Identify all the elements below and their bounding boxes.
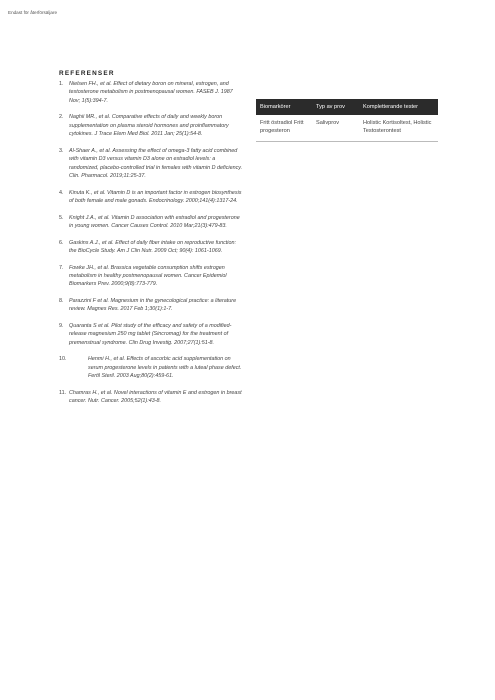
reference-item (59, 214, 244, 231)
reference-number: 10. (59, 356, 67, 363)
reference-text: Naghii MR., et al. Comparative effects of daily and weekly boron supplementation on plasma steroid hormones and proinflammatory cytokines. J Trace Elem Med Biol. 2011 Jan; 25(1):54-8. (69, 114, 229, 138)
table-row (256, 115, 438, 142)
reference-text: Kinuta K., et al. Vitamin D is an important factor in estrogen biosynthesis of both female and male gonads. Endocrinology. 2000;141(4):1317-24. (69, 189, 242, 205)
reference-number: 6. (59, 239, 64, 246)
reference-item (59, 239, 244, 256)
reference-text: Chamras H., et al. Novel interactions of vitamin E and estrogen in breast cancer. Nutr. Cancer. 2005;52(1):43-8. (69, 389, 242, 405)
references-section (59, 70, 244, 414)
reference-number: 9. (59, 323, 64, 330)
reference-item (59, 147, 244, 181)
reference-item (59, 389, 244, 406)
reference-text: Parazzini F et al. Magnesium in the gynecological practice: a literature review. Magnes Res. 2017 Feb 1;30(1):1-7. (69, 298, 237, 313)
reference-number: 3. (59, 147, 64, 154)
reference-text: Knight J.A., et al. Vitamin D association with estradiol and progesterone in young women. Cancer Causes Control. 2010 Mar;21(3):479-83. (69, 214, 240, 230)
reference-text: Nielsen FH., et al. Effect of dietary boron on mineral, estrogen, and testosterone metabolism in postmenopausal women. FASEB J. 1987 Nov; 1(5):394-7. (69, 81, 233, 104)
reference-item (59, 322, 244, 347)
column-header-sample-type: Typ av prov (312, 99, 359, 115)
reference-item (59, 297, 244, 314)
table-cell-biomarkers: Fritt östradiol Fritt progesteron (260, 120, 304, 134)
reference-text: Henmi H., et al. Effects of ascorbic acid supplementation on serum progesterone levels in patients with a luteal phase defect. Fertil Steril. 2003 Aug;80(2):459-61. (88, 356, 242, 380)
table-header-row (256, 99, 438, 115)
reference-number: 11. (59, 389, 67, 396)
reference-text: Gaskins A.J., et al. Effect of daily fiber intake on reproductive function: the BioCycle Study. Am J Clin Nutr. 2009 Oct; 90(4): 1061-1069. (69, 239, 236, 255)
reference-item (59, 264, 244, 289)
reference-number: 7. (59, 264, 64, 271)
reference-text: Al-Shaer A., et al. Assessing the effect of omega-3 fatty acid combined with vitamin D3 versus vitamin D3 alone on estradiol levels: a randomized, placebo-controlled trial in females with vitamin D deficiency. Clin. Pharmacol. 2019;11:25-37. (69, 147, 243, 180)
table-cell-complementary-tests: Holistic Kortisoltest, Holistic Testosterontest (363, 120, 432, 134)
reference-number: 5. (59, 214, 64, 221)
biomarker-table (256, 99, 438, 142)
reference-item (59, 355, 244, 380)
table-cell-sample-type: Salivprov (316, 120, 340, 126)
references-title: REFERENSER (59, 70, 115, 77)
reference-item (59, 80, 244, 105)
column-header-complementary-tests: Kompletterande tester (359, 99, 438, 115)
reference-number: 4. (59, 189, 64, 196)
header-note: Endast för återförsäljare (8, 10, 58, 15)
column-header-biomarkers: Biomarkörer (256, 99, 312, 115)
reference-number: 2. (59, 114, 64, 121)
reference-number: 1. (59, 81, 64, 87)
reference-item (59, 113, 244, 138)
reference-item (59, 189, 244, 206)
reference-text: Fowke JH., et al. Brassica vegetable consumption shifts estrogen metabolism in healthy postmenopausal women. Cancer Epidemiol Biomarkers Prev. 2000;9(8):773-779. (69, 264, 227, 288)
reference-number: 8. (59, 298, 64, 305)
reference-text: Quaranta S et al. Pilot study of the efficacy and safety of a modified-release magnesium 250 mg tablet (Sincromag) for the treatment of premenstrual syndrome. Clin Drug Investig. 2007;27(1):51-8. (69, 323, 232, 346)
